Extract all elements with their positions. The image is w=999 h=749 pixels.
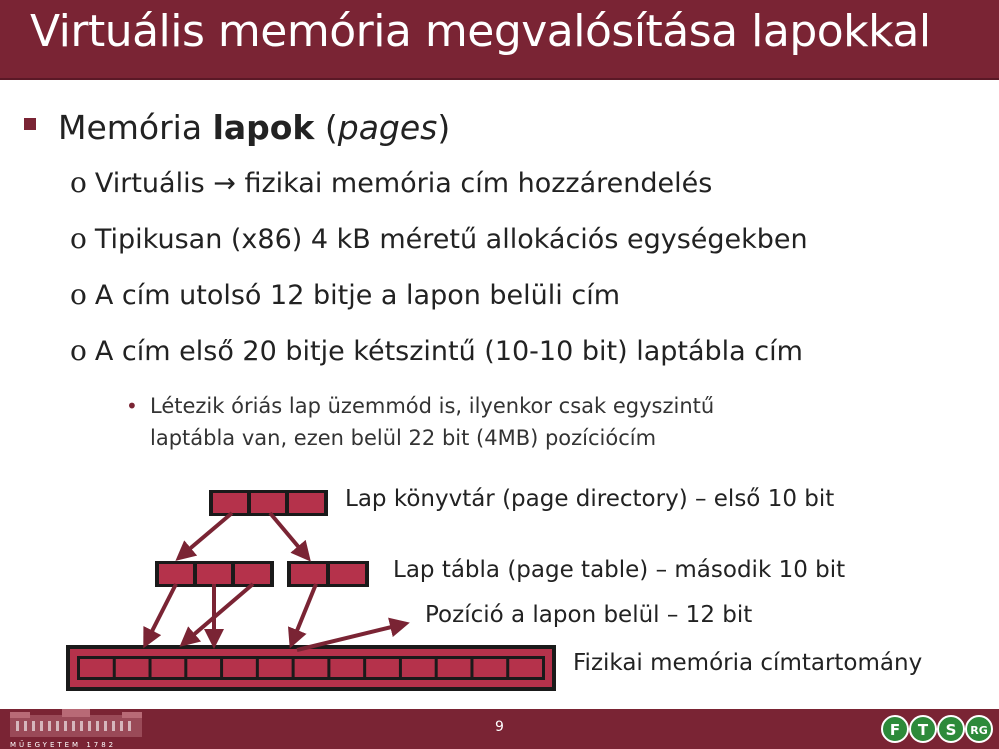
physical-memory-cell [152, 659, 185, 677]
physical-memory-bar [68, 647, 554, 689]
sub-item-text: A cím utolsó 12 bitje a lapon belüli cím [94, 280, 621, 311]
svg-text:S: S [945, 721, 957, 739]
physical-memory-cell [259, 659, 292, 677]
physical-memory-cell [330, 659, 363, 677]
physical-memory-cell [509, 659, 542, 677]
page-table-a [155, 561, 274, 587]
physical-memory-cell [473, 659, 506, 677]
physical-memory-cell [402, 659, 435, 677]
bullet1-mid: ( [314, 108, 338, 147]
physical-memory-cell [116, 659, 149, 677]
arrow-table-a-1 [146, 584, 176, 643]
ftsrg-logo-f-icon [882, 716, 908, 742]
physical-memory-cell [223, 659, 256, 677]
bullet1-pre: Memória [58, 108, 213, 147]
logo-caption: MŰEGYETEM 1782 [10, 741, 117, 749]
footer-bar [0, 709, 999, 749]
bullet1-italic: pages [337, 108, 438, 147]
circle-bullet-icon: o [70, 222, 87, 255]
ftsrg-logo-t-icon [910, 716, 936, 742]
physical-memory-cell [187, 659, 220, 677]
sub-sub-line2: laptábla van, ezen belül 22 bit (4MB) pozíciócím [150, 426, 657, 450]
bullet1-post: ) [437, 108, 451, 147]
label-page-directory: Lap könyvtár (page directory) – első 10 bit [345, 486, 835, 512]
label-page-table: Lap tábla (page table) – második 10 bit [393, 557, 846, 583]
sub-item-text: Tipikusan (x86) 4 kB méretű allokációs egységekben [94, 224, 808, 255]
dot-bullet-icon: • [126, 394, 138, 418]
page-table-b [287, 561, 369, 587]
label-physical-memory: Fizikai memória címtartomány [573, 650, 923, 676]
sub-sub-line1: Létezik óriás lap üzemmód is, ilyenkor csak egyszintű [150, 394, 715, 418]
circle-bullet-icon: o [70, 278, 87, 311]
page-number: 9 [495, 719, 504, 735]
physical-memory-cell [366, 659, 399, 677]
arrow-table-b [292, 584, 316, 643]
svg-text:F: F [889, 721, 901, 739]
circle-bullet-icon: o [70, 166, 87, 199]
ftsrg-logo-s-icon [938, 716, 964, 742]
sub-item-text: Virtuális → fizikai memória cím hozzárendelés [94, 168, 713, 199]
sub-item-text: A cím első 20 bitje kétszintű (10-10 bit) laptábla cím [94, 336, 803, 367]
page-directory-table [209, 490, 328, 516]
arrow-dir-to-table-b [270, 513, 307, 557]
slide-title: Virtuális memória megvalósítása lapokkal [30, 6, 931, 57]
physical-memory-cell [438, 659, 471, 677]
ftsrg-logo [881, 713, 995, 747]
bullet1-bold: lapok [212, 108, 315, 147]
arrow-table-a-3 [184, 584, 253, 643]
physical-memory-cell [295, 659, 328, 677]
svg-text:T: T [917, 721, 929, 739]
ftsrg-logo-rg-icon [966, 716, 992, 742]
svg-text:RG: RG [970, 724, 988, 737]
arrow-dir-to-table-a [180, 513, 232, 557]
label-offset: Pozíció a lapon belül – 12 bit [425, 602, 753, 628]
circle-bullet-icon: o [70, 334, 87, 367]
physical-memory-cell [80, 659, 113, 677]
